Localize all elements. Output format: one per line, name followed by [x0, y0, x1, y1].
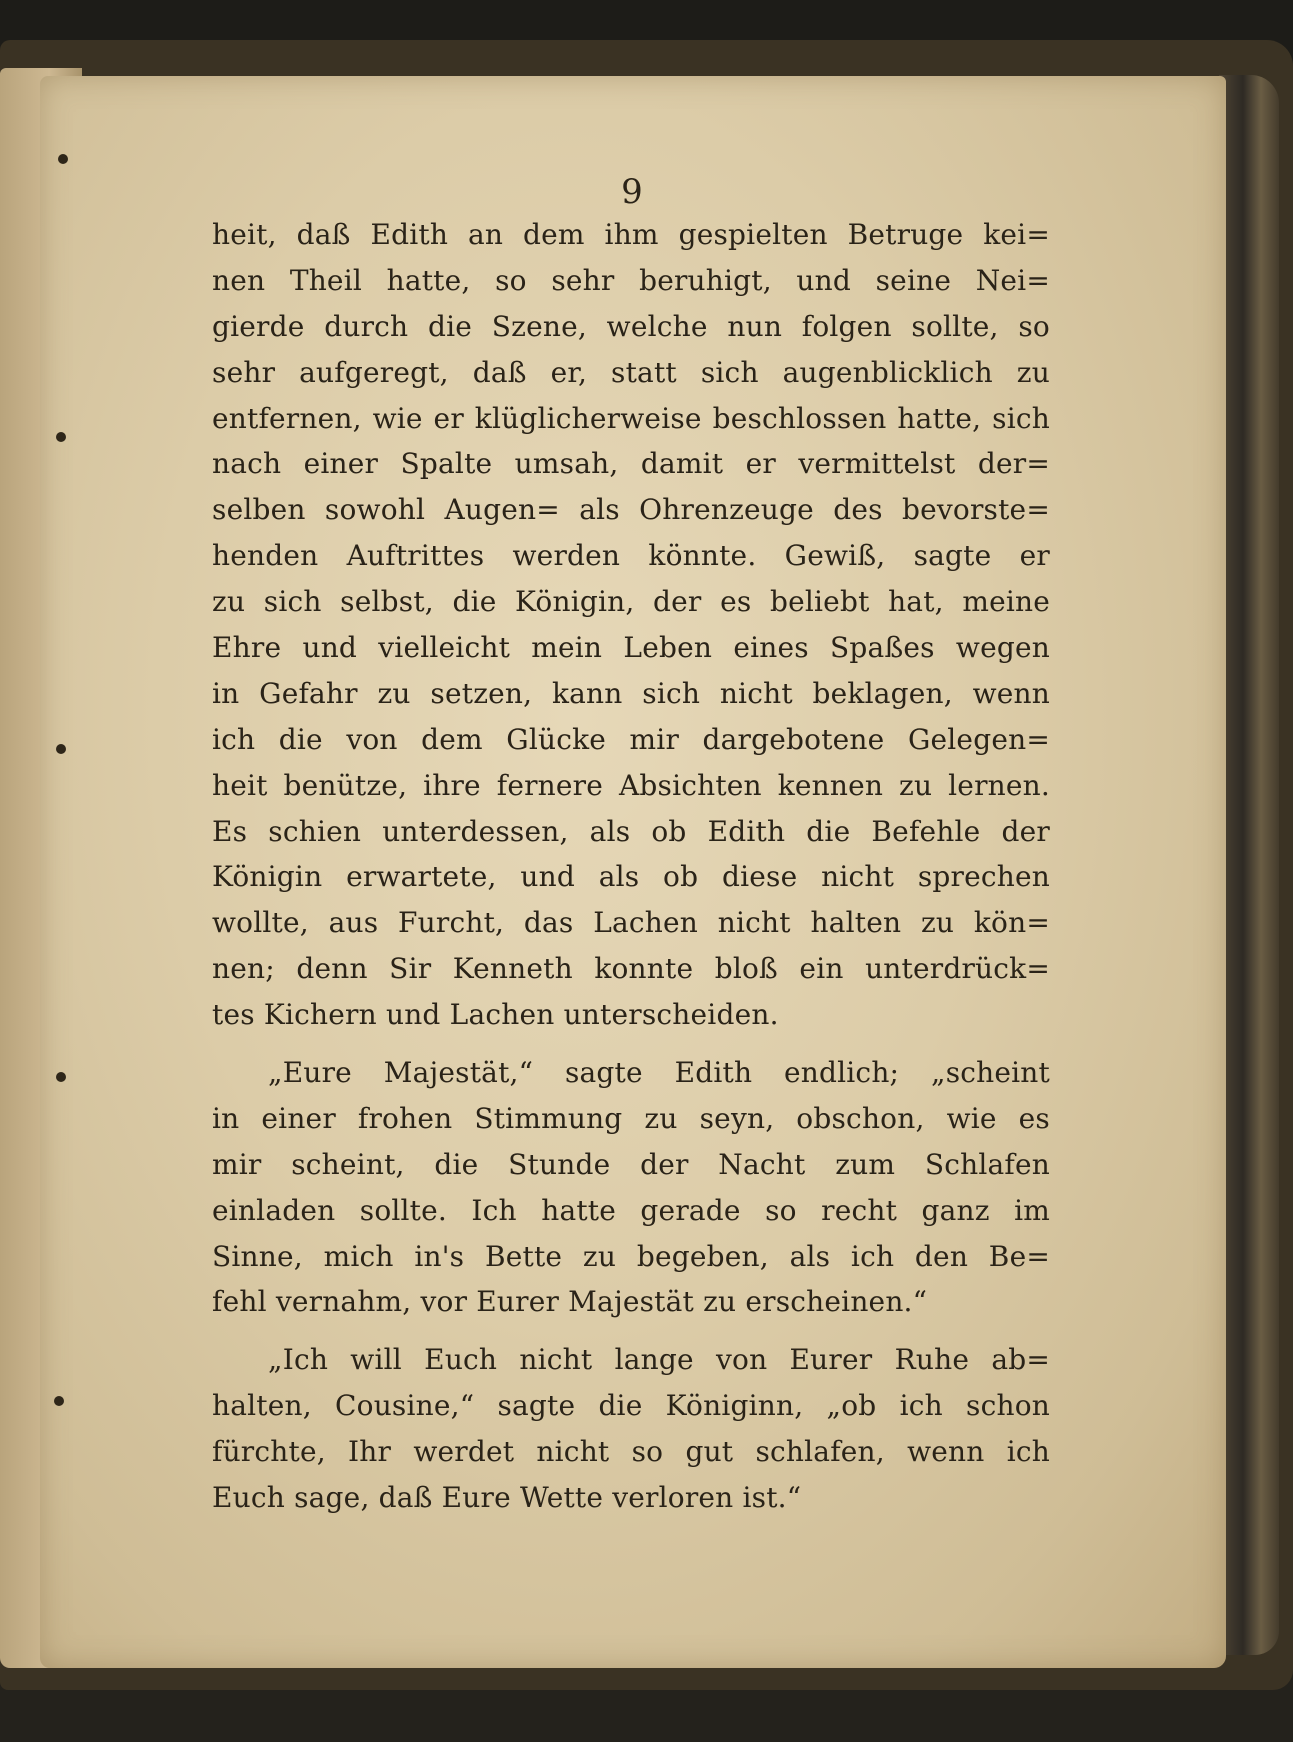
- text-line: einladen sollte. Ich hatte gerade so recht ganz im: [212, 1193, 1050, 1227]
- page-number: 9: [621, 172, 643, 212]
- text-line: ich die von dem Glücke mir dargebotene Gelegen=: [212, 722, 1050, 756]
- paragraph-1: [212, 212, 1050, 1038]
- text-line: tes Kichern und Lachen unterscheiden.: [212, 998, 779, 1032]
- text-line: halten, Cousine,“ sagte die Königinn, „ob ich schon: [212, 1389, 1050, 1423]
- text-line: mir scheint, die Stunde der Nacht zum Schlafen: [212, 1147, 1050, 1181]
- binding-mark: [56, 1072, 66, 1082]
- binding-mark: [56, 432, 66, 442]
- binding-mark: [54, 1396, 64, 1406]
- text-line: Es schien unterdessen, als ob Edith die Befehle der: [212, 814, 1050, 848]
- text-line: fehl vernahm, vor Eurer Majestät zu erscheinen.“: [212, 1285, 928, 1319]
- text-line: gierde durch die Szene, welche nun folgen sollte, so: [212, 309, 1050, 343]
- paragraph-3: [212, 1337, 1050, 1521]
- text-line: zu sich selbst, die Königin, der es beliebt hat, meine: [212, 585, 1050, 619]
- text-line: Königin erwartete, und als ob diese nicht sprechen: [212, 860, 1050, 894]
- text-line: entfernen, wie er klüglicherweise beschlossen hatte, sich: [212, 401, 1050, 435]
- text-line: in einer frohen Stimmung zu seyn, obschon, wie es: [212, 1101, 1050, 1135]
- paragraph-gap: [212, 1038, 1050, 1050]
- text-line: nach einer Spalte umsah, damit er vermittelst der=: [212, 447, 1050, 481]
- text-line: heit benütze, ihre fernere Absichten kennen zu lernen.: [212, 768, 1050, 802]
- text-line: heit, daß Edith an dem ihm gespielten Betruge kei=: [212, 218, 1050, 251]
- text-line: „Ich will Euch nicht lange von Eurer Ruhe ab=: [268, 1343, 1050, 1377]
- text-line: Ehre und vielleicht mein Leben eines Spaßes wegen: [212, 631, 1050, 665]
- paragraph-gap: [212, 1325, 1050, 1337]
- paragraph-2: [212, 1050, 1050, 1325]
- text-line: selben sowohl Augen= als Ohrenzeuge des bevorste=: [212, 493, 1050, 527]
- text-line: wollte, aus Furcht, das Lachen nicht halten zu kön=: [212, 906, 1050, 940]
- text-line: in Gefahr zu setzen, kann sich nicht beklagen, wenn: [212, 676, 1050, 710]
- text-line: nen Theil hatte, so sehr beruhigt, und seine Nei=: [212, 263, 1050, 297]
- text-line: henden Auftrittes werden könnte. Gewiß, sagte er: [212, 539, 1050, 573]
- text-line: Euch sage, daß Eure Wette verloren ist.“: [212, 1481, 802, 1515]
- text-line: sehr aufgeregt, daß er, statt sich augenblicklich zu: [212, 355, 1050, 389]
- text-line: Sinne, mich in's Bette zu begeben, als ich den Be=: [212, 1239, 1050, 1273]
- binding-mark: [58, 154, 68, 164]
- binding-mark: [56, 744, 66, 754]
- book-fore-edge: [1219, 75, 1279, 1655]
- text-line: nen; denn Sir Kenneth konnte bloß ein unterdrück=: [212, 952, 1050, 986]
- body-text: [212, 212, 1050, 1521]
- text-line: „Eure Majestät,“ sagte Edith endlich; „scheint: [268, 1056, 1050, 1090]
- text-line: fürchte, Ihr werdet nicht so gut schlafen, wenn ich: [212, 1435, 1050, 1469]
